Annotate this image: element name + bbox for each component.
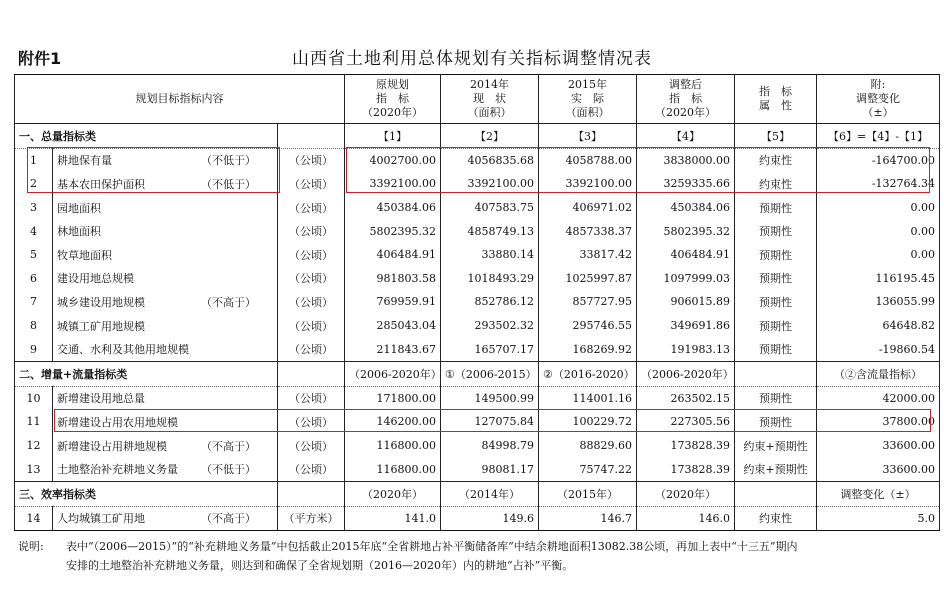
value-2014: 852786.12 [441,290,539,314]
value-2015: 3392100.00 [539,172,637,196]
original-value: 4002700.00 [345,148,441,172]
value-2015: 295746.55 [539,314,637,338]
unit-cell: （公顷） [278,290,345,314]
table-row [15,172,940,196]
unit-cell: （公顷） [278,219,345,243]
indicator-name: 建设用地总规模 [57,272,134,286]
indicator-name: 牧草地面积 [57,248,112,262]
value-2015: 75747.22 [539,457,637,481]
change-value: -132764.34 [817,172,940,196]
original-value: 116800.00 [345,457,441,481]
row-name-cell [53,243,278,267]
unit-cell: （公顷） [278,148,345,172]
section-unit-blank [278,481,345,506]
adjusted-value: 191983.13 [637,337,735,361]
table-row [15,314,940,338]
table-row [15,290,940,314]
indicator-name: 新增建设占用耕地规模 [57,439,167,453]
section-unit-blank [278,124,345,149]
attribute-cell: 预期性 [735,196,817,220]
original-value: 5802395.32 [345,219,441,243]
value-2014: 4056835.68 [441,148,539,172]
value-2015: 4058788.00 [539,148,637,172]
header-adjusted: 调整后 指 标 （2020年） [637,75,735,124]
unit-cell: （公顷） [278,314,345,338]
section-header-row [15,361,940,386]
indicator-name: 城乡建设用地规模 [57,295,145,309]
indicator-name: 园地面积 [57,201,101,215]
section-col-label: 【3】 [539,124,637,149]
row-number: 3 [15,196,53,220]
indicator-condition: （不高于） [201,439,256,453]
adjusted-value: 3838000.00 [637,148,735,172]
change-value: 5.0 [817,506,940,531]
section-col-label [735,481,817,506]
attribute-cell: 预期性 [735,290,817,314]
original-value: 141.0 [345,506,441,531]
value-2015: 33817.42 [539,243,637,267]
row-name-cell [53,337,278,361]
value-2015: 1025997.87 [539,267,637,291]
value-2014: 149.6 [441,506,539,531]
row-number: 14 [15,506,53,531]
section-col-label: 【6】=【4】-【1】 [817,124,940,149]
section-col-label: 【5】 [735,124,817,149]
section-col-label: （2014年） [441,481,539,506]
footnote-line-2: 安排的土地整治补充耕地义务量，则达到和确保了全省规划期（2016—2020年）内的耕地“占补”平衡。 [66,559,574,572]
value-2014: 127075.84 [441,410,539,434]
row-name-cell [53,410,278,434]
change-value: 33600.00 [817,457,940,481]
unit-cell: （公顷） [278,267,345,291]
unit-cell: （公顷） [278,172,345,196]
indicator-condition: （不高于） [201,512,256,526]
section-title: 三、效率指标类 [15,481,278,506]
indicator-condition: （不高于） [201,295,256,309]
unit-cell: （公顷） [278,386,345,410]
attribute-cell: 约束性 [735,506,817,531]
row-name-cell [53,434,278,458]
change-value: -164700.00 [817,148,940,172]
row-number: 7 [15,290,53,314]
attribute-cell: 预期性 [735,243,817,267]
row-number: 2 [15,172,53,196]
section-col-label: ②（2016-2020） [539,361,637,386]
footnote [18,537,797,575]
table-row [15,434,940,458]
table-row [15,457,940,481]
attachment-label: 附件1 [18,49,62,68]
table-row [15,506,940,531]
adjusted-value: 349691.86 [637,314,735,338]
indicator-condition: （不低于） [201,154,256,168]
original-value: 211843.67 [345,337,441,361]
indicator-name: 新增建设占用农用地规模 [57,415,178,429]
row-name-cell [53,148,278,172]
adjusted-value: 227305.56 [637,410,735,434]
section-col-label: 【4】 [637,124,735,149]
value-2014: 33880.14 [441,243,539,267]
indicator-name: 交通、水利及其他用地规模 [57,343,189,357]
adjusted-value: 906015.89 [637,290,735,314]
value-2014: 407583.75 [441,196,539,220]
section-col-label: （2020年） [345,481,441,506]
indicator-name: 基本农田保护面积 [57,177,145,191]
change-value: 33600.00 [817,434,940,458]
value-2014: 1018493.29 [441,267,539,291]
original-value: 3392100.00 [345,172,441,196]
attribute-cell: 约束+预期性 [735,457,817,481]
section-unit-blank [278,361,345,386]
row-name-cell [53,219,278,243]
indicator-condition: （不低于） [201,177,256,191]
adjusted-value: 173828.39 [637,434,735,458]
row-name-cell [53,196,278,220]
adjusted-value: 3259335.66 [637,172,735,196]
unit-cell: （公顷） [278,410,345,434]
value-2014: 149500.99 [441,386,539,410]
value-2015: 168269.92 [539,337,637,361]
change-value: 136055.99 [817,290,940,314]
row-name-cell [53,172,278,196]
unit-cell: （公顷） [278,196,345,220]
section-col-label: 【2】 [441,124,539,149]
section-col-label: （2006-2020年） [345,361,441,386]
attribute-cell: 预期性 [735,410,817,434]
change-value: 0.00 [817,196,940,220]
original-value: 285043.04 [345,314,441,338]
adjusted-value: 406484.91 [637,243,735,267]
section-title: 一、总量指标类 [15,124,278,149]
row-name-cell [53,267,278,291]
table-row [15,196,940,220]
row-name-cell [53,314,278,338]
value-2015: 114001.16 [539,386,637,410]
change-value: -19860.54 [817,337,940,361]
attribute-cell: 预期性 [735,219,817,243]
adjusted-value: 5802395.32 [637,219,735,243]
header-item: 规划目标指标内容 [15,75,345,124]
row-number: 4 [15,219,53,243]
section-col-label: （2020年） [637,481,735,506]
unit-cell: （公顷） [278,434,345,458]
original-value: 769959.91 [345,290,441,314]
attribute-cell: 约束+预期性 [735,434,817,458]
indicator-name: 城镇工矿用地规模 [57,319,145,333]
table-row [15,219,940,243]
original-value: 146200.00 [345,410,441,434]
section-header-row [15,124,940,149]
row-number: 5 [15,243,53,267]
change-value: 0.00 [817,243,940,267]
row-name-cell [53,457,278,481]
original-value: 171800.00 [345,386,441,410]
section-header-row [15,481,940,506]
row-number: 1 [15,148,53,172]
unit-cell: （公顷） [278,337,345,361]
change-value: 42000.00 [817,386,940,410]
header-2015: 2015年 实 际 （面积） [539,75,637,124]
attribute-cell: 预期性 [735,337,817,361]
table-row [15,337,940,361]
value-2014: 4858749.13 [441,219,539,243]
section-col-label: （②含流量指标） [817,361,940,386]
section-col-label: ①（2006-2015） [441,361,539,386]
change-value: 64648.82 [817,314,940,338]
row-number: 12 [15,434,53,458]
row-number: 10 [15,386,53,410]
row-name-cell [53,506,278,531]
value-2015: 146.7 [539,506,637,531]
row-name-cell [53,290,278,314]
table-row [15,243,940,267]
adjusted-value: 1097999.03 [637,267,735,291]
adjusted-value: 450384.06 [637,196,735,220]
original-value: 116800.00 [345,434,441,458]
header-change: 附: 调整变化 （±） [817,75,940,124]
row-number: 11 [15,410,53,434]
attribute-cell: 预期性 [735,267,817,291]
change-value: 116195.45 [817,267,940,291]
section-col-label: （2006-2020年） [637,361,735,386]
table-row [15,410,940,434]
section-col-label: 调整变化（±） [817,481,940,506]
table-row [15,148,940,172]
value-2014: 165707.17 [441,337,539,361]
adjusted-value: 173828.39 [637,457,735,481]
value-2014: 84998.79 [441,434,539,458]
attribute-cell: 预期性 [735,386,817,410]
indicator-name: 林地面积 [57,225,101,239]
row-number: 8 [15,314,53,338]
adjusted-value: 263502.15 [637,386,735,410]
row-number: 9 [15,337,53,361]
original-value: 981803.58 [345,267,441,291]
header-row [15,75,940,124]
unit-cell: （公顷） [278,457,345,481]
header-attribute: 指 标 属 性 [735,75,817,124]
table-row [15,267,940,291]
original-value: 406484.91 [345,243,441,267]
section-col-label [735,361,817,386]
change-value: 0.00 [817,219,940,243]
value-2015: 857727.95 [539,290,637,314]
header-2014: 2014年 现 状 （面积） [441,75,539,124]
row-number: 6 [15,267,53,291]
attribute-cell: 预期性 [735,314,817,338]
section-title: 二、增量+流量指标类 [15,361,278,386]
unit-cell: （平方米） [278,506,345,531]
value-2015: 4857338.37 [539,219,637,243]
attribute-cell: 约束性 [735,148,817,172]
section-col-label: （2015年） [539,481,637,506]
header-original: 原规划 指 标 （2020年） [345,75,441,124]
row-name-cell [53,386,278,410]
indicator-condition: （不低于） [201,463,256,477]
section-col-label: 【1】 [345,124,441,149]
unit-cell: （公顷） [278,243,345,267]
original-value: 450384.06 [345,196,441,220]
value-2015: 88829.60 [539,434,637,458]
row-number: 13 [15,457,53,481]
page-title: 山西省土地利用总体规划有关指标调整情况表 [292,49,652,69]
change-value: 37800.00 [817,410,940,434]
value-2015: 100229.72 [539,410,637,434]
value-2015: 406971.02 [539,196,637,220]
indicator-table [14,74,940,531]
value-2014: 98081.17 [441,457,539,481]
value-2014: 293502.32 [441,314,539,338]
footnote-line-1: 表中“（2006—2015）”的“补充耕地义务量”中包括截止2015年底“全省耕地占补平衡储备库”中结余耕地面积13082.38公顷，再加上表中“十三五”期内 [66,540,798,553]
indicator-name: 耕地保有量 [57,154,112,168]
adjusted-value: 146.0 [637,506,735,531]
footnote-label: 说明: [18,540,44,553]
indicator-name: 新增建设用地总量 [57,392,145,406]
attribute-cell: 约束性 [735,172,817,196]
table-row [15,386,940,410]
indicator-name: 土地整治补充耕地义务量 [57,463,178,477]
indicator-name: 人均城镇工矿用地 [57,512,145,526]
value-2014: 3392100.00 [441,172,539,196]
